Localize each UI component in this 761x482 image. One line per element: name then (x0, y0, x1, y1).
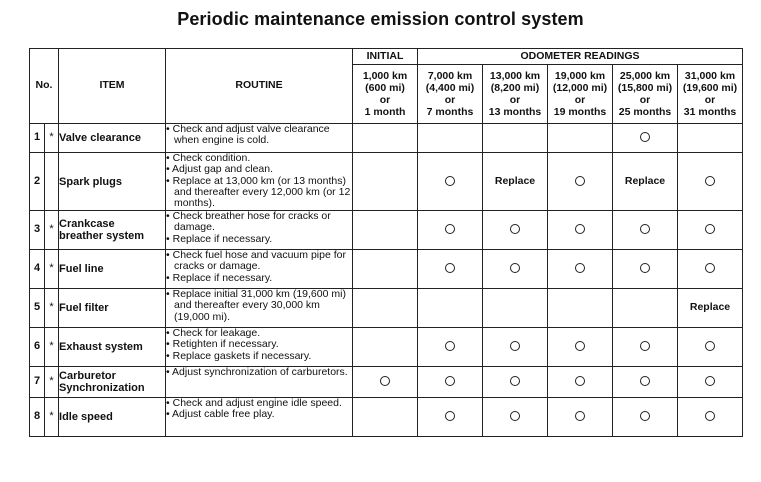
item-name (59, 211, 166, 250)
routine-step: • Adjust synchronization of carburetors. (166, 366, 348, 378)
header-period-6 (678, 65, 743, 124)
period-line: or (444, 94, 456, 106)
schedule-cell (483, 211, 548, 250)
schedule-cell (678, 153, 743, 211)
check-circle-icon (640, 341, 650, 351)
check-circle-icon (705, 263, 715, 273)
schedule-cell (483, 289, 548, 328)
check-circle-icon (510, 411, 520, 421)
check-circle-icon (640, 224, 650, 234)
schedule-cell (613, 124, 678, 153)
emission-mark: * (45, 250, 59, 289)
check-circle-icon (640, 411, 650, 421)
period-line: (19,600 mi) (682, 82, 738, 94)
schedule-cell (353, 153, 418, 211)
row-number: 3 (30, 211, 45, 250)
schedule-cell (613, 211, 678, 250)
routine-step: • Check fuel hose and vacuum pipe for cracks or damage. (166, 249, 346, 273)
schedule-cell (353, 124, 418, 153)
item-name (59, 250, 166, 289)
check-circle-icon (575, 176, 585, 186)
item-name-line: Exhaust system (59, 341, 143, 353)
period-line: 25 months (618, 106, 672, 118)
item-name (59, 289, 166, 328)
routine-cell (166, 367, 353, 398)
schedule-cell (678, 250, 743, 289)
check-circle-icon (380, 376, 390, 386)
table-row (30, 398, 743, 437)
routine-step: • Check for leakage. (166, 327, 261, 339)
schedule-cell (418, 367, 483, 398)
period-line: 19 months (553, 106, 607, 118)
schedule-cell (678, 398, 743, 437)
row-number: 6 (30, 328, 45, 367)
item-name-line: Idle speed (59, 411, 113, 423)
schedule-cell (613, 289, 678, 328)
item-name-line: Spark plugs (59, 175, 122, 188)
header-period-3 (483, 65, 548, 124)
check-circle-icon (640, 132, 650, 142)
routine-step: • Replace if necessary. (166, 271, 273, 284)
routine-cell (166, 250, 353, 289)
item-name-line: Carburetor (59, 370, 116, 382)
schedule-cell (548, 289, 613, 328)
period-line: 7,000 km (427, 70, 473, 82)
schedule-cell (418, 153, 483, 211)
period-line: 19,000 km (554, 70, 606, 82)
period-line: (4,400 mi) (425, 82, 475, 94)
emission-mark: * (45, 211, 59, 250)
routine-cell (166, 211, 353, 250)
header-initial: INITIAL (353, 49, 418, 65)
routine-step: • Check and adjust valve clearance when engine is cold. (166, 123, 330, 147)
routine-step: • Check condition. (166, 152, 251, 164)
period-line: or (639, 94, 651, 106)
table-row (30, 211, 743, 250)
schedule-cell (483, 124, 548, 153)
schedule-cell (353, 211, 418, 250)
item-name (59, 153, 166, 211)
schedule-cell (353, 367, 418, 398)
schedule-cell (613, 398, 678, 437)
routine-cell (166, 398, 353, 437)
period-line: or (509, 94, 521, 106)
schedule-cell (548, 124, 613, 153)
schedule-cell (678, 328, 743, 367)
check-circle-icon (510, 376, 520, 386)
schedule-cell (548, 328, 613, 367)
check-circle-icon (445, 411, 455, 421)
emission-mark: * (45, 367, 59, 398)
check-circle-icon (575, 376, 585, 386)
schedule-cell (353, 289, 418, 328)
schedule-cell (418, 328, 483, 367)
period-line: 13 months (488, 106, 542, 118)
routine-step: • Replace gaskets if necessary. (166, 349, 312, 362)
routine-cell (166, 124, 353, 153)
header-period-4 (548, 65, 613, 124)
item-name (59, 367, 166, 398)
schedule-cell (418, 124, 483, 153)
header-odometer-readings: ODOMETER READINGS (418, 49, 743, 65)
item-name-line: Fuel filter (59, 302, 109, 314)
schedule-cell (548, 398, 613, 437)
schedule-cell (483, 328, 548, 367)
schedule-cell (483, 367, 548, 398)
item-name (59, 328, 166, 367)
schedule-cell (353, 328, 418, 367)
check-circle-icon (445, 341, 455, 351)
routine-cell (166, 289, 353, 328)
check-circle-icon (575, 411, 585, 421)
header-routine: ROUTINE (166, 49, 353, 124)
schedule-cell (678, 289, 743, 328)
check-circle-icon (445, 263, 455, 273)
row-number: 8 (30, 398, 45, 437)
routine-step: • Replace at 13,000 km (or 13 months) and thereafter every 12,000 km (or 12 months). (166, 174, 351, 210)
item-name (59, 124, 166, 153)
schedule-cell (483, 398, 548, 437)
page-title: Periodic maintenance emission control system (177, 9, 584, 29)
schedule-cell (678, 124, 743, 153)
table-row (30, 367, 743, 398)
table-row (30, 328, 743, 367)
header-no: No. (30, 49, 59, 124)
header-period-5 (613, 65, 678, 124)
emission-mark: * (45, 328, 59, 367)
schedule-cell (353, 398, 418, 437)
check-circle-icon (575, 224, 585, 234)
check-circle-icon (575, 341, 585, 351)
period-line: or (574, 94, 586, 106)
routine-step: • Adjust gap and clean. (166, 163, 274, 176)
period-line: (600 mi) (365, 82, 405, 94)
check-circle-icon (705, 376, 715, 386)
period-line: (12,000 mi) (552, 82, 608, 94)
schedule-cell (548, 250, 613, 289)
routine-step: • Check breather hose for cracks or damage. (166, 210, 331, 234)
header-item: ITEM (59, 49, 166, 124)
header-period-2 (418, 65, 483, 124)
schedule-cell (613, 153, 678, 211)
emission-mark: * (45, 398, 59, 437)
table-row (30, 153, 743, 211)
emission-mark (45, 153, 59, 211)
schedule-cell (418, 250, 483, 289)
schedule-cell (548, 211, 613, 250)
table-row (30, 289, 743, 328)
check-circle-icon (705, 341, 715, 351)
table-row (30, 124, 743, 153)
action-label: Replace (689, 301, 731, 314)
check-circle-icon (510, 224, 520, 234)
check-circle-icon (445, 376, 455, 386)
action-label: Replace (494, 174, 536, 187)
schedule-cell (353, 250, 418, 289)
check-circle-icon (705, 411, 715, 421)
check-circle-icon (705, 224, 715, 234)
period-line: 31 months (683, 106, 737, 118)
schedule-cell (613, 250, 678, 289)
check-circle-icon (445, 224, 455, 234)
period-line: or (379, 94, 391, 106)
period-line: 7 months (426, 106, 474, 118)
routine-cell (166, 328, 353, 367)
routine-step: • Check and adjust engine idle speed. (166, 397, 342, 409)
schedule-cell (418, 398, 483, 437)
item-name-line: Fuel line (59, 263, 104, 275)
period-line: 1,000 km (362, 70, 408, 82)
check-circle-icon (510, 263, 520, 273)
table-row (30, 250, 743, 289)
period-line: 1 month (364, 106, 406, 118)
row-number: 1 (30, 124, 45, 153)
header-period-1 (353, 65, 418, 124)
schedule-cell (483, 250, 548, 289)
row-number: 2 (30, 153, 45, 211)
row-number: 7 (30, 367, 45, 398)
row-number: 4 (30, 250, 45, 289)
emission-mark: * (45, 124, 59, 153)
check-circle-icon (445, 176, 455, 186)
row-number: 5 (30, 289, 45, 328)
check-circle-icon (575, 263, 585, 273)
item-name-line: Synchronization (59, 382, 145, 394)
period-line: 13,000 km (489, 70, 541, 82)
schedule-cell (418, 211, 483, 250)
maintenance-table (29, 48, 743, 437)
schedule-cell (548, 153, 613, 211)
schedule-cell (678, 211, 743, 250)
period-line: 31,000 km (684, 70, 736, 82)
schedule-cell (613, 328, 678, 367)
check-circle-icon (640, 376, 650, 386)
routine-step: • Replace initial 31,000 km (19,600 mi) and thereafter every 30,000 km (19,000 mi). (166, 288, 346, 323)
item-name-line: Valve clearance (59, 132, 141, 144)
routine-step: • Adjust cable free play. (166, 408, 275, 421)
routine-step: • Retighten if necessary. (166, 338, 279, 351)
period-line: (15,800 mi) (617, 82, 673, 94)
schedule-cell (613, 367, 678, 398)
check-circle-icon (705, 176, 715, 186)
item-name-line: breather system (59, 230, 145, 242)
period-line: (8,200 mi) (490, 82, 540, 94)
schedule-cell (548, 367, 613, 398)
period-line: 25,000 km (619, 70, 671, 82)
check-circle-icon (510, 341, 520, 351)
routine-step: • Replace if necessary. (166, 232, 273, 245)
emission-mark: * (45, 289, 59, 328)
check-circle-icon (640, 263, 650, 273)
schedule-cell (418, 289, 483, 328)
action-label: Replace (624, 174, 666, 187)
item-name (59, 398, 166, 437)
item-name-line: Crankcase (59, 218, 115, 230)
routine-cell (166, 153, 353, 211)
period-line: or (704, 94, 716, 106)
schedule-cell (678, 367, 743, 398)
schedule-cell (483, 153, 548, 211)
